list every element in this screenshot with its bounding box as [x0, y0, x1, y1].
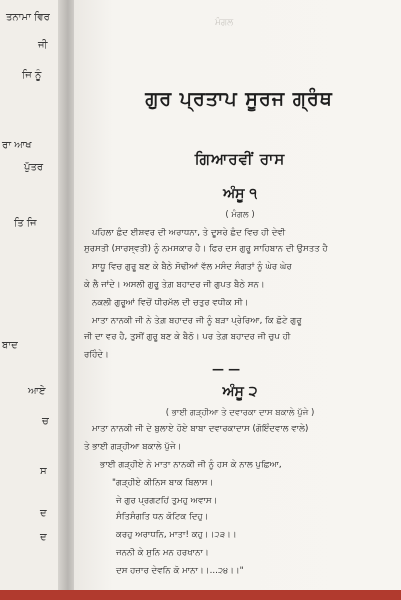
- section-1-line: ਜੀ ਦਾ ਵਰ ਹੈ, ਤੁਸੀਂ ਗੁਰੂ ਬਣ ਕੇ ਬੈਠੋ। ਪਰ ਤੇਗ਼ ਬਹਾਦਰ ਜੀ ਚੁਪ ਹੀ: [84, 332, 291, 342]
- left-page-fragment: ਆਏ: [28, 386, 46, 397]
- section-1-line: ਕੇ ਲੈ ਜਾਂਦੇ। ਅਸਲੀ ਗੁਰੂ ਤੇਗ਼ ਬਹਾਦਰ ਜੀ ਗੁਪਤ ਬੈਠੇ ਸਨ।: [84, 280, 265, 290]
- left-page-fragment: ਜੀ: [38, 40, 48, 51]
- left-page-fragment: ਦ: [40, 532, 47, 543]
- section-2-line: ਜੇ ਗੁਰ ਪ੍ਰਗਟਹਿਂ ਤੁਮਹੁ ਅਵਾਸ।: [116, 496, 218, 506]
- book-title: ਗੁਰ ਪ੍ਰਤਾਪ ਸੂਰਜ ਗ੍ਰੰਥ: [145, 88, 333, 110]
- left-page-fragment: ਜਿ ਨੂੰ: [22, 70, 42, 81]
- section-2-line: ਦਸ ਹਜ਼ਾਰ ਦੇਵਨਿ ਕੋ ਮਾਨਾ।।...੨੪।।": [116, 566, 244, 576]
- section-1-line: ਪਹਿਲਾ ਛੰਦ ਈਸ਼ਵਰ ਦੀ ਅਰਾਧਨਾ, ਤੇ ਦੂਸਰੇ ਛੰਦ ਵਿਚ ਹੀ ਦੇਵੀ: [92, 228, 286, 238]
- section-divider: — —: [212, 362, 241, 376]
- left-page-fragment: ਤਨਾਮਾ ਵਿਰ: [6, 12, 50, 23]
- section-2-line: ਭਾਈ ਗੜ੍ਹੀਏ ਨੇ ਮਾਤਾ ਨਾਨਕੀ ਜੀ ਨੂੰ ਹਸ ਕੇ ਨਾਲ ਪੁਛਿਆ,: [100, 460, 282, 470]
- section-2-line: ਤੇ ਭਾਈ ਗੜ੍ਹੀਆ ਬਕਾਲੇ ਪੁੱਜੇ।: [84, 442, 182, 452]
- section-2-line: ਮਾਤਾ ਨਾਨਕੀ ਜੀ ਦੇ ਬੁਲਾਏ ਹੋਏ ਬਾਬਾ ਦਵਾਰਕਾਦਾਸ (ਗੋਇੰਦਵਾਲ ਵਾਲੇ): [92, 424, 309, 434]
- section-1-title: ਅੰਸੂ ੧: [223, 186, 257, 202]
- book-bottom-edge: [0, 590, 401, 600]
- section-2-title: ਅੰਸੂ ੨: [222, 384, 258, 400]
- left-page-fragment: ਰਾ ਆਖ: [2, 140, 32, 151]
- section-1-line: ਸਾਧੂ ਵਿਚ ਗੁਰੂ ਬਣ ਕੇ ਬੈਠੇ ਸੋਢੀਆਂ ਵੱਲ ਮਸੰਦ ਸੰਗਤਾਂ ਨੂੰ ਘੇਰ ਘੇਰ: [92, 262, 292, 272]
- left-page-fragment: ਪੁੱਤਰ: [24, 162, 44, 173]
- section-1-line: ਸੁਰਸਤੀ (ਸਾਰਸ੍ਵਤੀ) ਨੂੰ ਨਮਸਕਾਰ ਹੈ। ਫਿਰ ਦਸ ਗੁਰੂ ਸਾਹਿਬਾਨ ਦੀ ਉਸਤਤ ਹੈ: [84, 244, 328, 254]
- left-page-fragment: ਤਿ ਜਿ: [14, 218, 37, 229]
- section-1-line: ਨਕਲੀ ਗੁਰੂਆਂ ਵਿਚੋਂ ਧੀਰਮੱਲ ਦੀ ਚਤੁਰ ਵਧੀਕ ਸੀ।: [92, 298, 249, 308]
- section-2-line: ਜਨਨੀ ਕੇ ਸੁਨਿ ਮਨ ਹਰਖਾਨਾ।: [116, 548, 209, 558]
- section-2-subtitle: ( ਭਾਈ ਗੜ੍ਹੀਆ ਤੇ ਦਵਾਰਕਾ ਦਾਸ ਬਕਾਲੇ ਪੁੱਜੇ ): [165, 408, 315, 418]
- section-2-line: "ਗੜ੍ਹੀਏ ਕੀਨਿਸ ਬਾਕ ਬਿਲਾਸ।: [112, 478, 214, 488]
- left-page-fragment: ਚ: [42, 416, 49, 427]
- section-1-line: ਮਾਤਾ ਨਾਨਕੀ ਜੀ ਨੇ ਤੇਗ਼ ਬਹਾਦਰ ਜੀ ਨੂੰ ਬੜਾ ਪ੍ਰੇਰਿਆ, ਕਿ ਛੋਟੇ ਗੁਰੂ: [92, 316, 302, 326]
- left-page-fragment: ਬਾਦ: [2, 340, 18, 351]
- left-page-fragment: ਦ: [40, 508, 47, 519]
- chapter-title: ਗਿਆਰਵੀਂ ਰਾਸ: [194, 150, 286, 168]
- section-2-line: ਸੰਤਿਸੰਗਤਿ ਧਨ ਕੋਟਿਕ ਦਿਹੁ।: [116, 512, 209, 522]
- section-1-subtitle: ( ਮੰਗਲ ): [225, 210, 255, 220]
- section-2-line: ਕਰਹੁ ਅਰਾਧਨਿ, ਮਾਤਾ! ਕਹੁ।।੨੩।।: [116, 530, 237, 540]
- left-page-fragment: ਸ: [40, 466, 47, 477]
- left-page: [0, 0, 64, 592]
- section-1-line: ਰਹਿੰਦੇ।: [84, 350, 109, 360]
- faint-header: ਮੰਗਲ: [215, 18, 234, 28]
